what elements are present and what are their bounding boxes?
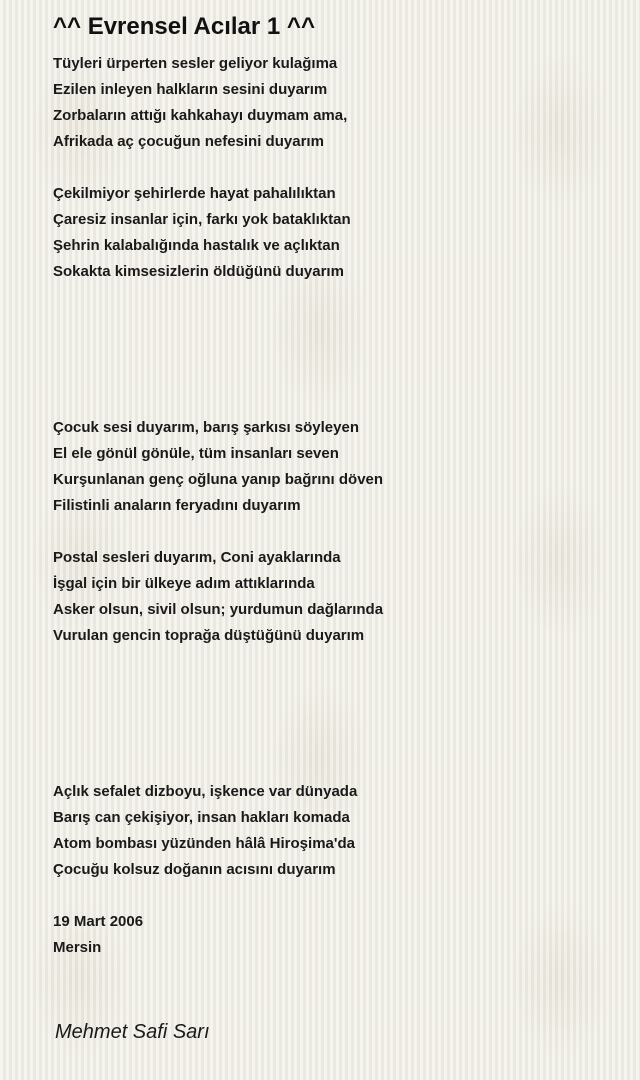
stanza-gap xyxy=(53,649,613,779)
poem-meta xyxy=(53,909,613,961)
stanza-gap xyxy=(53,519,613,545)
stanza-gap xyxy=(53,155,613,181)
poem-line: El ele gönül gönüle, tüm insanları seven xyxy=(53,445,339,462)
stanza-2 xyxy=(53,181,613,285)
poem-line: Afrikada aç çocuğun nefesini duyarım xyxy=(53,133,324,150)
stanza-4 xyxy=(53,545,613,649)
poem-line: Asker olsun, sivil olsun; yurdumun dağlarında xyxy=(53,601,384,618)
poem-line: Kurşunlanan genç oğluna yanıp bağrını döven xyxy=(53,471,384,488)
stanza-5 xyxy=(53,779,613,883)
poem-line: Vurulan gencin toprağa düştüğünü duyarım xyxy=(53,627,365,644)
poem-line: Çaresiz insanlar için, farkı yok bataklıktan xyxy=(53,211,351,228)
poem-line: Çocuğu kolsuz doğanın acısını duyarım xyxy=(53,861,336,878)
poem-body xyxy=(53,51,613,961)
poem-line: Atom bombası yüzünden hâlâ Hiroşima'da xyxy=(53,835,355,852)
poem-line: Postal sesleri duyarım, Coni ayaklarında xyxy=(53,549,341,566)
poem-line: Ezilen inleyen halkların sesini duyarım xyxy=(53,81,328,98)
poem-author: Mehmet Safi Sarı xyxy=(55,1021,210,1043)
poem-line: Sokakta kimsesizlerin öldüğünü duyarım xyxy=(53,263,344,280)
poem-page xyxy=(53,12,613,961)
stanza-gap xyxy=(53,883,613,909)
poem-line: Zorbaların attığı kahkahayı duymam ama, xyxy=(53,107,348,124)
stanza-1 xyxy=(53,51,613,155)
poem-title: ^^ Evrensel Acılar 1 ^^ xyxy=(53,13,315,40)
stanza-gap xyxy=(53,285,613,415)
stanza-3 xyxy=(53,415,613,519)
poem-line: Filistinli anaların feryadını duyarım xyxy=(53,497,301,514)
poem-place: Mersin xyxy=(53,939,102,956)
poem-line: İşgal için bir ülkeye adım attıklarında xyxy=(53,575,315,592)
poem-line: Barış can çekişiyor, insan hakları komada xyxy=(53,809,350,826)
poem-line: Çocuk sesi duyarım, barış şarkısı söyleyen xyxy=(53,419,359,436)
poem-date: 19 Mart 2006 xyxy=(53,913,144,930)
poem-line: Şehrin kalabalığında hastalık ve açlıktan xyxy=(53,237,340,254)
poem-line: Tüyleri ürperten sesler geliyor kulağıma xyxy=(53,55,338,72)
poem-line: Açlık sefalet dizboyu, işkence var dünyada xyxy=(53,783,358,800)
poem-line: Çekilmiyor şehirlerde hayat pahalılıktan xyxy=(53,185,336,202)
